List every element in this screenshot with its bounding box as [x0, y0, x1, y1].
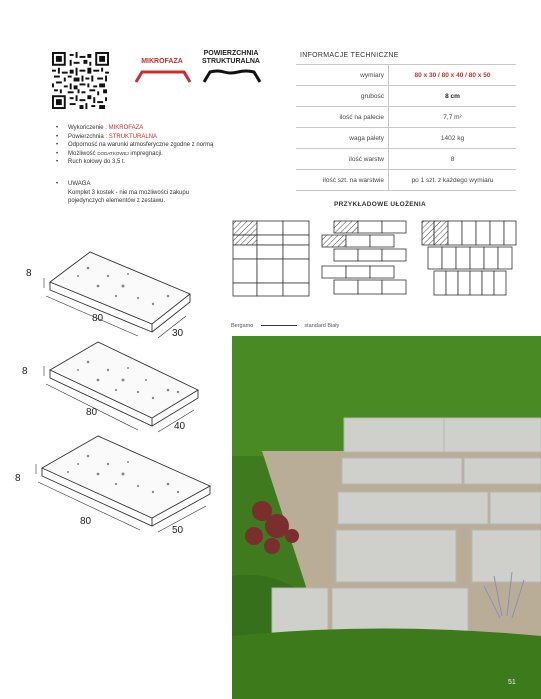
table-row [296, 128, 516, 149]
slab-3-length: 80 [80, 516, 92, 527]
list-item [56, 124, 286, 133]
garden-photo [232, 336, 541, 699]
tech-label: ilość na palecie [296, 107, 389, 128]
slab-1-length: 80 [92, 313, 104, 324]
strukturalna-label [198, 50, 264, 66]
list-item [56, 133, 286, 142]
strukturalna-profile-icon [202, 68, 262, 84]
slab-2-thickness: 8 [22, 366, 28, 377]
feature-text: impregnacji. [128, 150, 163, 157]
tech-info-table [296, 64, 516, 191]
slab-80x50-drawing [28, 430, 218, 540]
slab-2-width: 40 [174, 421, 186, 432]
table-row [296, 149, 516, 170]
slab-80x30-drawing [28, 246, 218, 346]
table-row [296, 86, 516, 107]
color-legend [231, 323, 339, 329]
tech-value: 7,7 m² [389, 107, 517, 128]
feature-value: MIKROFAZA [108, 125, 144, 131]
tech-info-title: INFORMACJE TECHNICZNE [300, 52, 399, 59]
feature-value: STRUKTURALNA [108, 133, 158, 140]
list-item [56, 141, 286, 150]
uwaga-line: Komplet 3 kostek - nie ma możliwości zakupu [68, 189, 190, 196]
legend-left: Bergamo [231, 323, 254, 329]
feature-small-text: DODATKOWEJ [97, 150, 129, 156]
tech-label: wymiary [296, 65, 389, 86]
uwaga-note [56, 180, 256, 206]
feature-text: Możliwość [68, 150, 98, 157]
list-item [56, 158, 286, 167]
feature-text: Powierzchnia : [68, 133, 109, 140]
legend-divider [261, 325, 297, 326]
table-row [296, 107, 516, 128]
slab-3-width: 50 [172, 525, 184, 536]
tech-label: ilość warstw [296, 149, 389, 170]
mikrofaza-label: MIKROFAZA [141, 58, 183, 65]
slab-80x40-drawing [28, 340, 218, 440]
tech-value: 80 x 30 / 80 x 40 / 80 x 50 [389, 65, 517, 86]
page-number: 51 [508, 679, 516, 686]
feature-text: Wykończenie : [68, 125, 109, 131]
uwaga-title: • UWAGA [56, 180, 256, 189]
tech-label: grubość [296, 86, 389, 107]
uwaga-line: pojedynczych elementów z zestawu. [68, 198, 166, 205]
slab-1-width: 30 [172, 328, 184, 339]
feature-text: Ruch kołowy do 3,5 t. [68, 159, 126, 166]
layout-pattern-1 [232, 219, 310, 297]
list-item [56, 150, 286, 159]
mikrofaza-profile-icon [134, 68, 192, 84]
tech-label: ilość szt. na warstwie [296, 170, 389, 191]
tech-label: waga palety [296, 128, 389, 149]
qr-code[interactable] [52, 52, 109, 109]
layouts-title: PRZYKŁADOWE UŁOŻENIA [334, 201, 426, 208]
slab-3-thickness: 8 [15, 473, 21, 484]
tech-value: po 1 szt. z każdego wymiaru [389, 170, 517, 191]
layout-pattern-2 [320, 219, 410, 297]
tech-value: 8 cm [389, 86, 517, 107]
feature-text: Odporność na warunki atmosferyczne zgodne z normą [68, 142, 214, 149]
table-row [296, 170, 516, 191]
strukturalna-label-line2: STRUKTURALNA [202, 58, 260, 65]
legend-right: standard Biały [304, 323, 340, 329]
tech-value: 1402 kg [389, 128, 517, 149]
table-row [296, 65, 516, 86]
strukturalna-label-line1: POWIERZCHNIA [203, 50, 259, 57]
layout-pattern-3 [420, 219, 518, 297]
slab-2-length: 80 [86, 407, 98, 418]
slab-1-thickness: 8 [26, 268, 32, 279]
tech-value: 8 [389, 149, 517, 170]
features-list [56, 124, 286, 167]
